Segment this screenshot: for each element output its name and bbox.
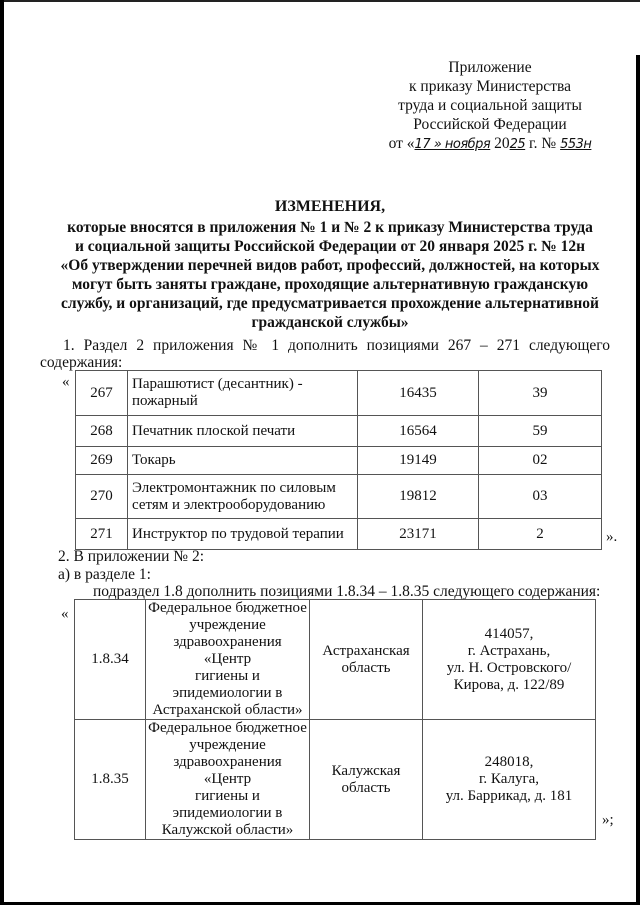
org-line: гигиены и: [195, 668, 260, 684]
document-title: [40, 197, 620, 332]
region-line: область: [341, 779, 391, 796]
profession-name: Токарь: [128, 447, 358, 475]
org-line: Федеральное бюджетное: [148, 600, 307, 616]
table-1-open-quote: «: [62, 374, 70, 390]
profession-code: 16435: [358, 371, 479, 416]
professions-table: [75, 370, 602, 550]
position-number: 1.8.35: [75, 720, 146, 840]
section-2-line-3: подраздел 1.8 дополнить позициями 1.8.34 – 1.8.35 следующего содержания:: [93, 583, 601, 600]
appendix-line-4: Российской Федерации: [413, 116, 567, 133]
handwritten-date: 17 » ноября: [414, 137, 491, 152]
profession-group: 03: [479, 475, 602, 519]
title-subtitle-line: «Об утверждении перечней видов работ, профессий, должностей, на которых: [60, 257, 600, 274]
handwritten-year: 25: [509, 137, 526, 152]
handwritten-order-number: 553н: [560, 137, 592, 152]
organization-name: [146, 600, 310, 720]
title-subtitle-line: службу, и организаций, где предусматривается прохождение альтернативной: [61, 295, 599, 312]
table-row: [76, 519, 602, 550]
year-prefix: 20: [490, 135, 510, 152]
order-date-number: [360, 134, 620, 154]
position-number: 268: [76, 416, 128, 447]
org-line: гигиены и: [195, 788, 260, 804]
region: [310, 600, 423, 720]
address-line: Кирова, д. 122/89: [453, 676, 565, 693]
position-number: 269: [76, 447, 128, 475]
org-line: эпидемиологии в: [172, 805, 283, 821]
org-line: Калужской области»: [161, 822, 294, 838]
position-number: 1.8.34: [75, 600, 146, 720]
region-line: Калужская: [331, 762, 401, 779]
number-prefix: г. №: [525, 135, 561, 152]
table-2-close-quote: »;: [602, 812, 614, 828]
scan-edge-left: [0, 0, 4, 905]
title-heading: ИЗМЕНЕНИЯ,: [274, 198, 386, 215]
profession-group: 59: [479, 416, 602, 447]
section-2-line-2: а) в разделе 1:: [58, 565, 151, 583]
section-2-intro: [58, 548, 618, 601]
title-subtitle-line: гражданской службы»: [251, 314, 409, 331]
org-line: учреждение: [189, 737, 266, 753]
address-line: ул. Баррикад, д. 181: [445, 788, 573, 804]
position-number: 270: [76, 475, 128, 519]
profession-group: 39: [479, 371, 602, 416]
profession-code: 19812: [358, 475, 479, 519]
appendix-line-2: к приказу Министерства: [409, 78, 571, 95]
table-row: [75, 600, 596, 720]
section-1-line-2: содержания:: [40, 354, 123, 371]
address: [423, 720, 596, 840]
table-2-open-quote: «: [61, 606, 69, 622]
title-subtitle-line: и социальной защиты Российской Федерации от 20 января 2025 г. № 12н: [74, 238, 586, 255]
title-subtitle-line: которые вносятся в приложения № 1 и № 2 к приказу Министерства труда: [67, 219, 593, 236]
org-line: здравоохранения «Центр: [173, 754, 282, 787]
org-line: Астраханской области»: [152, 702, 303, 718]
org-line: Федеральное бюджетное: [148, 720, 307, 736]
organizations-table: [74, 599, 596, 840]
region-line: Астраханская: [322, 642, 410, 659]
address: [423, 600, 596, 720]
appendix-line-3: труда и социальной защиты: [398, 97, 582, 114]
address-line: г. Калуга,: [478, 771, 540, 787]
table-row: [76, 447, 602, 475]
profession-name: Электромонтажник по силовым сетям и электрооборудованию: [128, 475, 358, 519]
profession-code: 19149: [358, 447, 479, 475]
address-line: 414057,: [484, 625, 534, 642]
table-row: [75, 720, 596, 840]
title-subtitle-line: могут быть заняты граждане, проходящие альтернативную гражданскую: [71, 276, 589, 293]
org-line: здравоохранения «Центр: [173, 634, 282, 667]
position-number: 271: [76, 519, 128, 550]
appendix-header: [360, 58, 620, 154]
table-row: [76, 371, 602, 416]
profession-code: 16564: [358, 416, 479, 447]
org-line: учреждение: [189, 617, 266, 633]
address-line: ул. Н. Островского/: [446, 659, 572, 676]
profession-name: Печатник плоской печати: [128, 416, 358, 447]
address-line: г. Астрахань,: [467, 642, 551, 659]
date-prefix: от «: [388, 135, 415, 152]
profession-code: 23171: [358, 519, 479, 550]
section-2-line-1: 2. В приложении № 2:: [58, 548, 205, 565]
scan-edge-top: [0, 0, 640, 2]
table-1-close-quote: ».: [606, 529, 618, 545]
profession-name: Парашютист (десантник) - пожарный: [128, 371, 358, 416]
table-row: [76, 416, 602, 447]
table-row: [76, 475, 602, 519]
profession-group: 2: [479, 519, 602, 550]
address-line: 248018,: [484, 754, 534, 770]
region-line: область: [341, 659, 391, 676]
position-number: 267: [76, 371, 128, 416]
section-1-intro: [40, 337, 610, 371]
appendix-line-1: Приложение: [448, 59, 532, 76]
profession-name: Инструктор по трудовой терапии: [128, 519, 358, 550]
region: [310, 720, 423, 840]
profession-group: 02: [479, 447, 602, 475]
scan-edge-right: [636, 55, 640, 905]
organization-name: [146, 720, 310, 840]
org-line: эпидемиологии в: [172, 685, 283, 701]
section-1-line-1: 1. Раздел 2 приложения № 1 дополнить позициями 267 – 271 следующего: [63, 337, 610, 354]
